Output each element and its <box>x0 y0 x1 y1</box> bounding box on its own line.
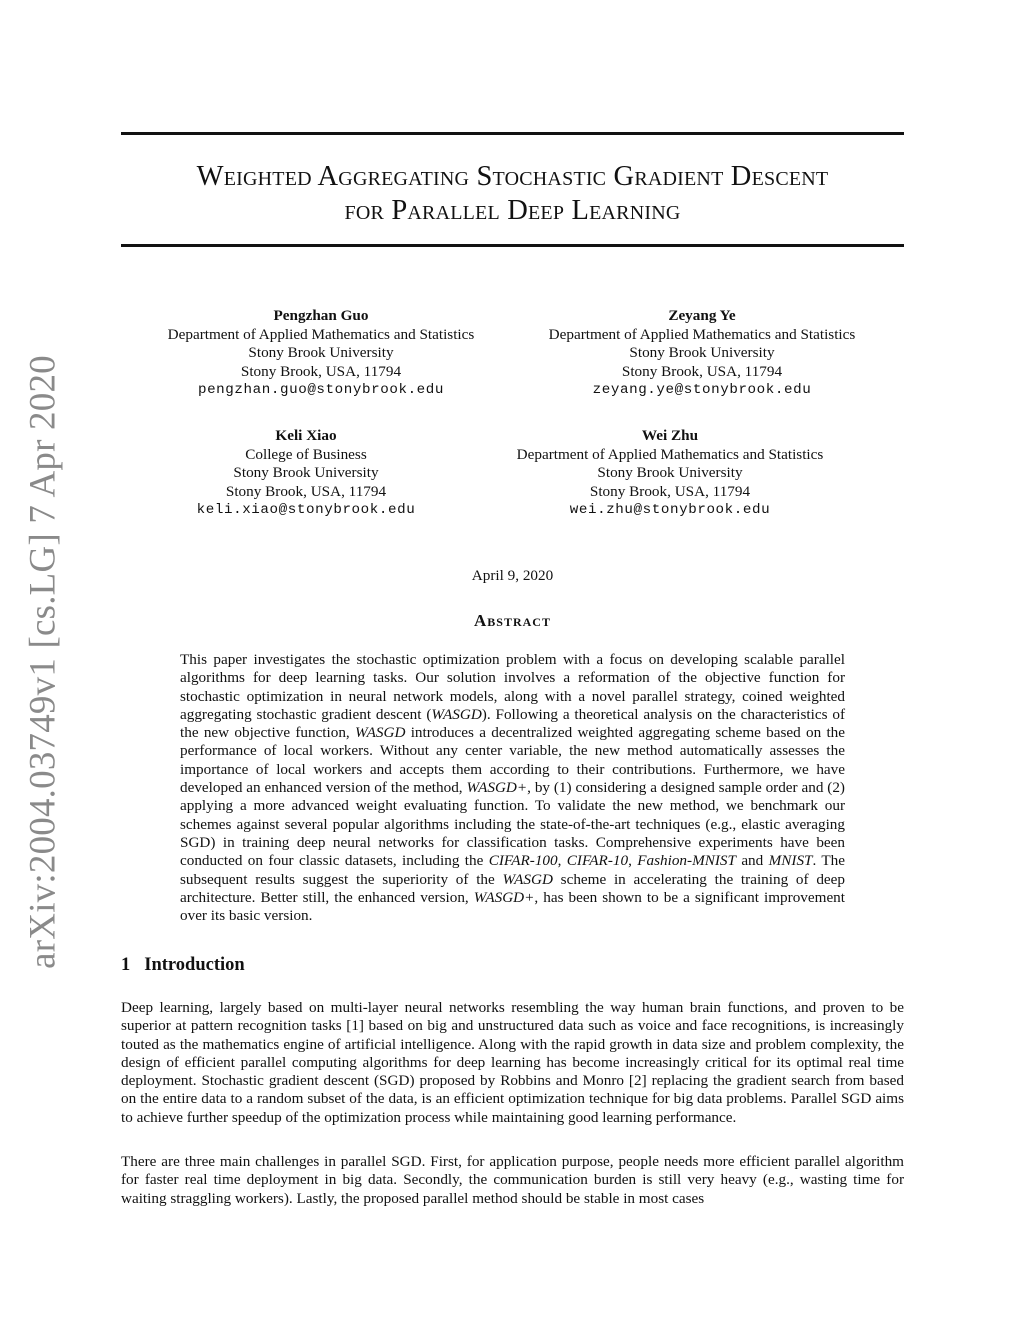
arxiv-identifier-stamp: arXiv:2004.03749v1 [cs.LG] 7 Apr 2020 <box>22 355 64 969</box>
abstract-text-run: scheme in accelerating the training of deep architecture. Better still, the enhanced version, <box>180 870 845 906</box>
author-name: Zeyang Ye <box>668 307 736 324</box>
author-location: Stony Brook, USA, 11794 <box>621 362 783 380</box>
abstract-emphasis: CIFAR-100 <box>488 852 558 870</box>
author-affiliation: Department of Applied Mathematics and Statistics <box>167 325 475 343</box>
author-block-2 <box>512 307 892 400</box>
author-block-3 <box>116 427 496 520</box>
abstract-text-run: , has been shown to be a significant improvement over its basic version. <box>180 888 845 925</box>
section-heading-introduction <box>121 955 245 976</box>
title-bottom-rule <box>121 244 904 247</box>
intro-paragraph-2: There are three main challenges in parallel SGD. First, for application purpose, people needs more efficient parallel algorithm for faster real time deployment in big data. Secondly, the communication burden is still very heavy (e.g., wasting time for waiting straggling workers). Lastly, the proposed parallel method should be stable in most cases <box>121 1153 904 1207</box>
abstract-emphasis: MNIST <box>768 852 813 870</box>
author-affiliation: College of Business <box>245 445 367 463</box>
author-affiliation: Department of Applied Mathematics and Statistics <box>548 325 856 343</box>
paper-title-line-2: for Parallel Deep Learning <box>344 195 681 226</box>
abstract-emphasis: WASGD <box>355 724 406 742</box>
abstract-text-run: and <box>735 852 769 870</box>
abstract-text-run: , <box>557 852 567 870</box>
author-location: Stony Brook, USA, 11794 <box>589 482 751 500</box>
author-name: Wei Zhu <box>641 427 699 444</box>
abstract-text-run: ). Following a theoretical analysis on the characteristics of the new objective function, <box>180 705 845 742</box>
author-email: wei.zhu@stonybrook.edu <box>569 502 771 518</box>
section-number: 1 <box>121 955 131 975</box>
abstract-emphasis: WASGD+ <box>473 888 535 906</box>
abstract-text-run: introduces a decentralized weighted aggregating scheme based on the performance of local workers. Without any center variable, the new method automatically assesses the importance of local workers and accepts them according to their contributions. Furthermore, we have developed an enhanced version of the method, <box>180 724 846 797</box>
paper-title-line-1: Weighted Aggregating Stochastic Gradient Descent <box>196 161 829 192</box>
author-block-4 <box>480 427 860 520</box>
author-location: Stony Brook, USA, 11794 <box>225 482 387 500</box>
abstract-emphasis: CIFAR-10 <box>566 852 629 870</box>
abstract-heading: Abstract <box>474 611 551 630</box>
author-institution: Stony Brook University <box>629 344 775 361</box>
author-name: Keli Xiao <box>275 427 337 444</box>
author-email: pengzhan.guo@stonybrook.edu <box>197 382 445 398</box>
author-location: Stony Brook, USA, 11794 <box>240 362 402 380</box>
author-email: keli.xiao@stonybrook.edu <box>196 502 416 518</box>
abstract-emphasis: WASGD <box>431 705 482 723</box>
abstract-text <box>180 651 845 925</box>
publication-date: April 9, 2020 <box>471 567 554 584</box>
section-title: Introduction <box>144 955 245 975</box>
abstract-text-run: , by (1) considering a designed sample order and (2) applying a more advanced weight evaluating function. To validate the new method, we benchmark our schemes against several popular algorithms including the state-of-the-art techniques (e.g., elastic averaging SGD) in training deep neural networks for classification tasks. Comprehensive experiments have been conducted on four classic datasets, including the <box>180 779 845 870</box>
author-institution: Stony Brook University <box>597 464 743 481</box>
paper-title <box>121 160 904 228</box>
author-institution: Stony Brook University <box>233 464 379 481</box>
abstract-text-run: . The subsequent results suggest the superiority of the <box>180 852 845 888</box>
abstract-emphasis: WASGD+ <box>466 779 528 797</box>
intro-paragraph-1: Deep learning, largely based on multi-layer neural networks resembling the way human brain functions, and proven to be superior at pattern recognition tasks [1] based on big and unstructured data such as voice and face recognitions, is increasingly touted as the mathematics engine of artificial intelligence. Along with the rapid growth in data size and problem complexity, the design of efficient parallel computing algorithms for deep learning has become increasingly critical for its optimal real time deployment. Stochastic gradient descent (SGD) proposed by Robbins and Monro [2] replacing the gradient search from based on the entire data to a random subset of the data, is an efficient optimization technique for big data problems. Parallel SGD aims to achieve further speedup of the optimization process while maintaining good learning performance. <box>121 999 904 1126</box>
author-email: zeyang.ye@stonybrook.edu <box>592 382 812 398</box>
abstract-emphasis: WASGD <box>502 870 553 888</box>
abstract-text-run: , <box>628 852 638 870</box>
author-name: Pengzhan Guo <box>273 307 369 324</box>
author-block-1 <box>131 307 511 400</box>
abstract-emphasis: Fashion-MNIST <box>637 852 736 870</box>
author-institution: Stony Brook University <box>248 344 394 361</box>
abstract-text-run: This paper investigates the stochastic optimization problem with a focus on developing scalable parallel algorithms for deep learning tasks. Our solution involves a reformation of the objective function for stochastic optimization in neural network models, along with a novel parallel strategy, coined weighted aggregating stochastic gradient descent ( <box>180 651 845 723</box>
title-top-rule <box>121 132 904 135</box>
author-affiliation: Department of Applied Mathematics and Statistics <box>516 445 824 463</box>
